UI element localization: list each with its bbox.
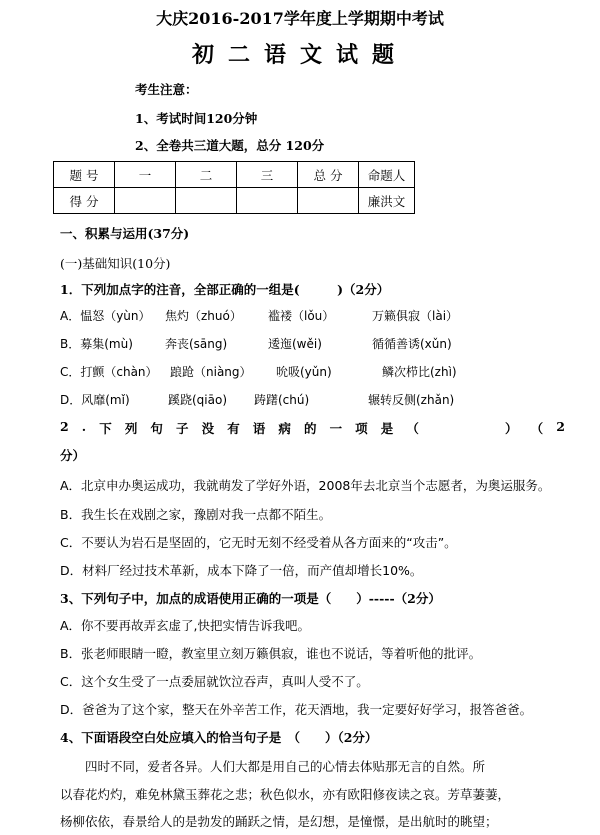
q3-option-d: D．爸爸为了这个家，整天在外辛苦工作，花天酒地，我一定要好好学习，报答爸爸。 bbox=[60, 702, 533, 717]
table-cell: 命题人 bbox=[359, 162, 415, 188]
question-2-stem-end: 分） bbox=[60, 448, 86, 463]
q1-a-3: 褴褛（lǒu） bbox=[268, 309, 335, 323]
q1-b-2: 奔丧(sāng) bbox=[165, 337, 228, 351]
q2-stem-part: 语 bbox=[252, 421, 266, 436]
notice-item-2: 2、全卷共三道大题，总分 120分 bbox=[135, 138, 325, 153]
notice-item-1: 1、考试时间120分钟 bbox=[135, 111, 258, 126]
q1-c-4: 鳞次栉比(zhì) bbox=[382, 365, 457, 379]
grade-table-score-row bbox=[54, 188, 415, 214]
table-cell: 题 号 bbox=[54, 162, 115, 188]
table-cell: 得 分 bbox=[54, 188, 115, 214]
q2-stem-part: 是 bbox=[380, 421, 394, 436]
q2-stem-part: （ bbox=[530, 421, 544, 436]
q1-b-3: 逶迤(wěi) bbox=[268, 337, 322, 351]
table-cell: 二 bbox=[176, 162, 237, 188]
q2-stem-part: 的 bbox=[303, 421, 317, 436]
q1-b-1: B．募集(mù) bbox=[60, 337, 133, 351]
q1-d-4: 辗转反侧(zhǎn) bbox=[368, 393, 455, 407]
table-cell bbox=[115, 188, 176, 214]
table-cell: 三 bbox=[237, 162, 298, 188]
q1-b-4: 循循善诱(xǔn) bbox=[372, 337, 452, 351]
q1-c-3: 吮吸(yǔn) bbox=[276, 365, 332, 379]
exam-title: 大庆2016-2017学年度上学期期中考试 bbox=[156, 9, 444, 28]
q1-d-1: D．风靡(mǐ) bbox=[60, 393, 130, 407]
q4-passage-line-1: 四时不同，爱者各异。人们大都是用自己的心情去体贴那无言的自然。所 bbox=[85, 759, 486, 774]
question-1-stem: 1．下列加点字的注音，全部正确的一组是( )（2分） bbox=[60, 282, 390, 297]
q1-a-4: 万籁俱寂（lài） bbox=[372, 309, 459, 323]
q1-a-1: A．愠怒（yùn） bbox=[60, 309, 151, 323]
table-cell: 廉洪文 bbox=[359, 188, 415, 214]
question-2-stem bbox=[60, 419, 565, 437]
q2-stem-part: 句 bbox=[150, 421, 163, 436]
grade-table-header-row bbox=[54, 162, 415, 188]
q2-option-b: B．我生长在戏剧之家，豫剧对我一点都不陌生。 bbox=[60, 507, 332, 522]
q2-stem-part: 项 bbox=[355, 421, 368, 436]
q2-stem-part: 2 bbox=[556, 419, 565, 434]
q2-option-d: D．材料厂经过技术革新，成本下降了一倍，而产值却增长10%。 bbox=[60, 563, 423, 578]
q4-passage-line-3: 杨柳依依，春景给人的是勃发的踊跃之情，是幻想，是憧憬，是出航时的眺望； bbox=[60, 814, 498, 829]
q2-stem-part: ） bbox=[505, 421, 518, 436]
table-cell: 一 bbox=[115, 162, 176, 188]
q2-stem-part: 没 bbox=[201, 421, 215, 436]
table-cell bbox=[176, 188, 237, 214]
q3-option-a: A．你不要再故弄玄虚了,快把实情告诉我吧。 bbox=[60, 618, 311, 633]
q4-passage-line-2: 以春花灼灼，难免林黛玉葬花之悲；秋色似水，亦有欧阳修夜读之哀。芳草萋萋， bbox=[60, 787, 511, 802]
q2-stem-part: 子 bbox=[176, 421, 189, 436]
q3-option-b: B．张老师眼睛一瞪，教室里立刻万籁俱寂，谁也不说话，等着听他的批评。 bbox=[60, 646, 482, 661]
q2-stem-part: 有 bbox=[227, 421, 240, 436]
q1-c-1: C．打颤（chàn） bbox=[60, 365, 158, 379]
q3-option-c: C．这个女生受了一点委屈就饮泣吞声，真叫人受不了。 bbox=[60, 674, 369, 689]
q2-option-c: C．不要认为岩石是坚固的，它无时无刻不经受着从各方面来的“攻击”。 bbox=[60, 535, 457, 550]
question-4-stem: 4、下面语段空白处应填入的恰当句子是 （ ）（2分） bbox=[60, 730, 378, 745]
exam-subtitle: 初二语文试题 bbox=[191, 42, 408, 68]
q2-stem-part: 下 bbox=[99, 421, 112, 436]
question-3-stem: 3、下列句子中，加点的成语使用正确的一项是（ ）-----（2分） bbox=[60, 591, 441, 606]
q2-stem-part: . bbox=[81, 419, 87, 434]
answer-blank bbox=[432, 419, 492, 437]
q2-stem-part: 2 bbox=[60, 419, 69, 434]
q1-c-2: 踉跄（niàng） bbox=[170, 365, 252, 379]
table-cell bbox=[237, 188, 298, 214]
q1-a-2: 焦灼（zhuó） bbox=[165, 309, 242, 323]
grade-table bbox=[53, 161, 415, 214]
q2-stem-part: （ bbox=[406, 421, 419, 436]
section-title: 一、积累与运用(37分) bbox=[60, 226, 190, 241]
q2-option-a: A．北京申办奥运成功，我就萌发了学好外语，2008年去北京当个志愿者，为奥运服务。 bbox=[60, 478, 551, 493]
q1-d-3: 踌躇(chú) bbox=[254, 393, 310, 407]
q2-stem-part: 一 bbox=[329, 421, 343, 436]
table-cell: 总 分 bbox=[298, 162, 359, 188]
q2-stem-part: 病 bbox=[278, 421, 291, 436]
notice-heading: 考生注意： bbox=[135, 82, 198, 97]
subsection-title: (一)基础知识(10分) bbox=[60, 256, 171, 271]
q2-stem-part: 列 bbox=[124, 421, 138, 436]
q1-d-2: 蹊跷(qiāo) bbox=[168, 393, 228, 407]
table-cell bbox=[298, 188, 359, 214]
